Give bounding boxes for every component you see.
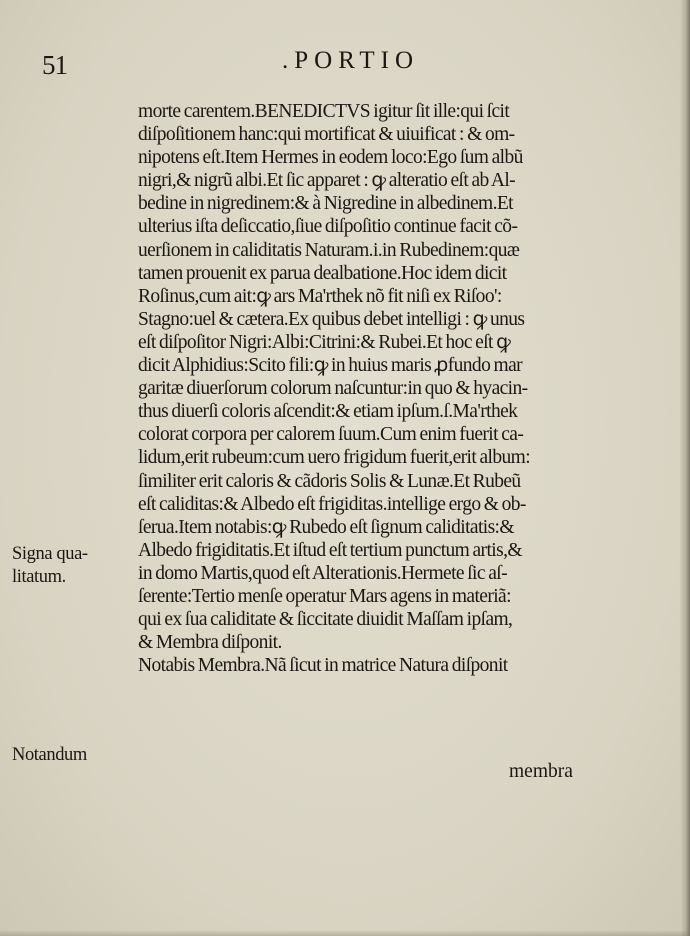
- text-line: lidum,erit rubeum:cum uero frigidum fuerit,erit album:: [138, 447, 531, 469]
- text-line: thus diuerſi coloris aſcendit:& etiam ipſum.ſ.Ma'rthek: [138, 401, 518, 423]
- text-line: bedine in nigredinem:& à Nigredine in albedinem.Et: [138, 193, 514, 215]
- running-head: .PORTIO: [282, 47, 420, 74]
- text-line: eſt caliditas:& Albedo eſt frigiditas.intellige ergo & ob-: [138, 493, 526, 515]
- text-line: eſt diſpoſitor Nigri:Albi:Citrini:& Rubei.Et hoc eſt ꝙ: [138, 331, 511, 353]
- margin-note-line: litatum.: [12, 567, 66, 587]
- text-line: Stagno:uel & cætera.Ex quibus debet intelligi : ꝙ unus: [138, 308, 525, 330]
- text-line: nipotens eſt.Item Hermes in eodem loco:Ego ſum albũ: [138, 147, 523, 169]
- text-line: nigri,& nigrũ albi.Et ſic apparet : ꝙ alteratio eſt ab Al-: [138, 170, 516, 192]
- text-line: ſerua.Item notabis:ꝙ Rubedo eſt ſignum caliditatis:&: [138, 516, 514, 538]
- text-line: Notabis Membra.Nã ſicut in matrice Natura diſponit: [138, 655, 508, 677]
- text-line: ulterius iſta deſiccatio,ſiue diſpoſitio continue facit cõ-: [138, 216, 518, 238]
- text-line: qui ex ſua caliditate & ſiccitate diuidit Maſſam ipſam,: [138, 609, 513, 631]
- page-number: 51: [42, 50, 67, 80]
- margin-note-line: Signa qua-: [12, 544, 88, 564]
- text-line: diſpoſitionem hanc:qui mortificat & uiuificat : & om-: [138, 124, 515, 146]
- text-line: ſerente:Tertio menſe operatur Mars agens in materiã:: [138, 585, 511, 607]
- text-line: Albedo frigiditatis.Et iſtud eſt tertium punctum artis,&: [138, 539, 522, 561]
- text-line: & Membra diſponit.: [138, 632, 282, 654]
- text-line: uerſionem in caliditatis Naturam.i.in Rubedinem:quæ: [138, 239, 520, 261]
- text-line: dicit Alphidius:Scito fili:ꝙ in huius maris ꝓfundo mar: [138, 355, 523, 377]
- text-line: morte carentem.BENEDICTVS igitur ſit ille:qui ſcit: [138, 101, 510, 122]
- margin-note-line: Notandum: [12, 745, 87, 765]
- text-line: colorat corpora per calorem ſuum.Cum enim fuerit ca-: [138, 424, 524, 446]
- page-edge-bottom: [0, 930, 690, 936]
- text-line: Roſinus,cum ait:ꝙ ars Ma'rthek nõ fit niſi ex Riſoo':: [138, 285, 502, 307]
- page-edge-right: [680, 0, 690, 936]
- text-line: garitæ diuerſorum colorum naſcuntur:in quo & hyacin-: [138, 378, 528, 400]
- body-text: [138, 100, 610, 677]
- text-line: ſimiliter erit caloris & cãdoris Solis & Lunæ.Et Rubeũ: [138, 470, 521, 492]
- text-line: tamen prouenit ex parua dealbatione.Hoc idem dicit: [138, 262, 507, 284]
- catchword: membra: [509, 761, 573, 782]
- margin-note-signa: [12, 543, 88, 589]
- margin-note-notandum: [12, 744, 87, 767]
- text-line: in domo Martis,quod eſt Alterationis.Hermete ſic aſ-: [138, 562, 507, 584]
